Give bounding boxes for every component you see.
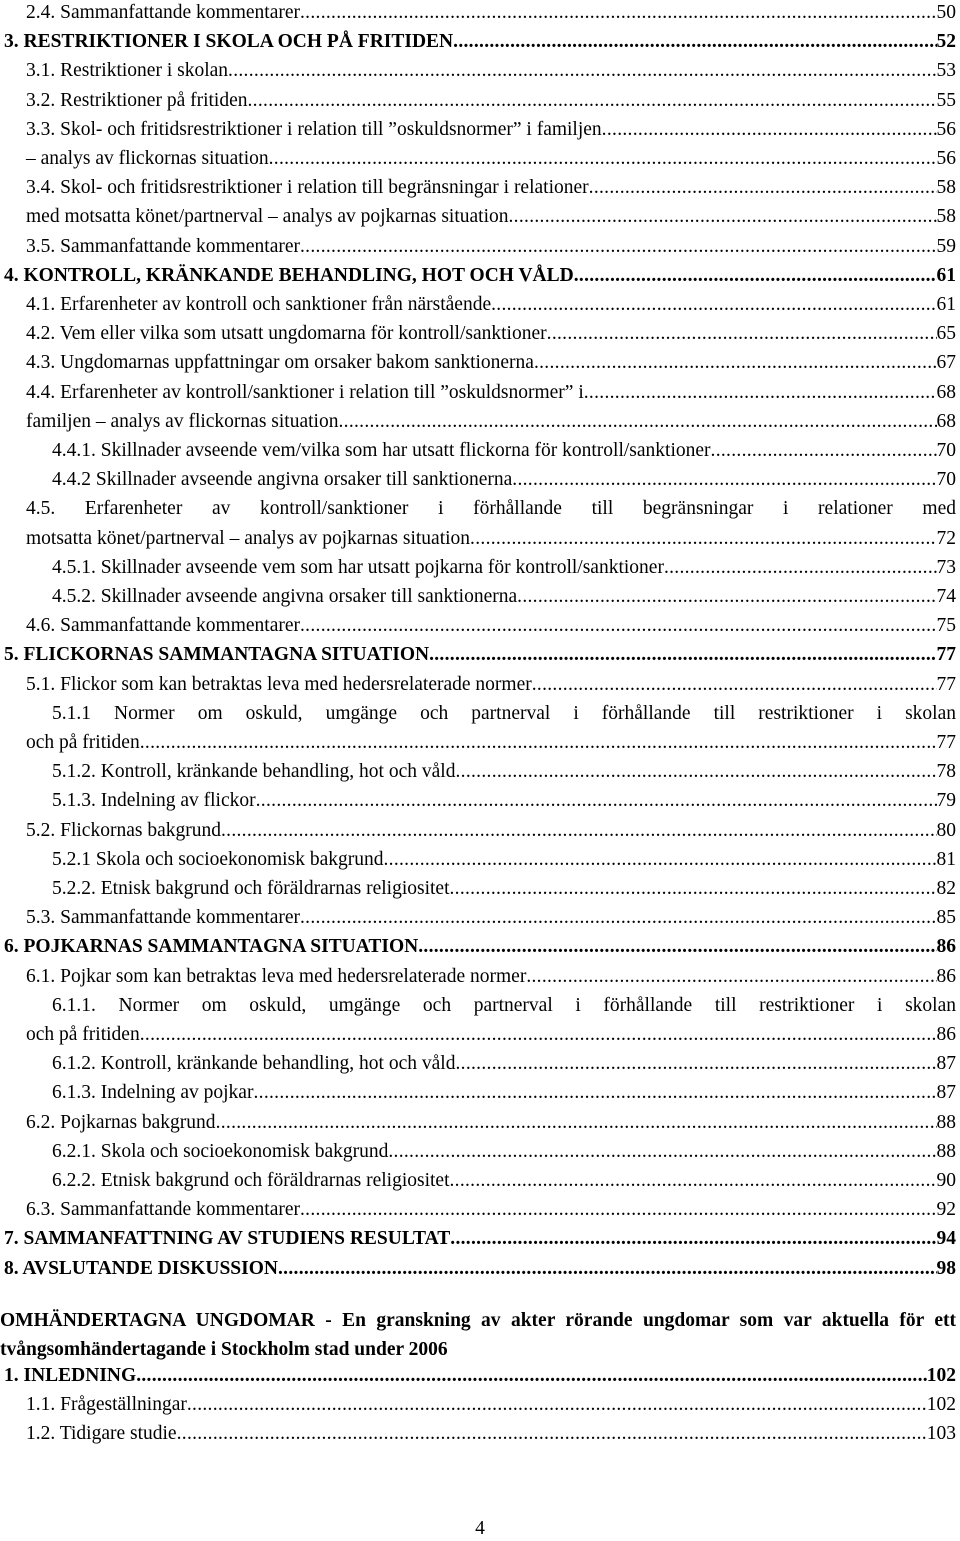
toc-dot-leader: [455, 759, 936, 785]
toc-dot-leader: [300, 905, 937, 931]
toc-page-number: 55: [936, 89, 956, 111]
toc-dot-leader: [526, 964, 936, 990]
toc-page-number: 92: [936, 1199, 956, 1221]
toc-dot-leader: [136, 1363, 927, 1389]
toc-page-number: 52: [936, 31, 956, 53]
toc-entry-title: 1. INLEDNING: [4, 1365, 137, 1386]
toc-page-number: 102: [926, 1365, 956, 1386]
toc-entry[interactable]: [0, 964, 956, 990]
toc-page-number: 88: [936, 1140, 956, 1162]
toc-entry-title: 5.3. Sammanfattande kommentarer: [26, 907, 300, 929]
toc-entry[interactable]: [0, 1051, 956, 1077]
toc-dot-leader: [388, 1139, 936, 1165]
toc-dot-leader: [547, 321, 937, 347]
toc-entry[interactable]: [0, 146, 956, 172]
toc-page-number: 79: [936, 790, 956, 812]
toc-entry-title-line: 6.1.1. Normer om oskuld, umgänge och partnerval i förhållande till restriktioner i skolan: [52, 994, 956, 1016]
toc-page-number: 67: [936, 352, 956, 374]
toc-page-number: 56: [936, 118, 956, 140]
toc-page-number: 103: [926, 1423, 956, 1445]
toc-entry-title: 5. FLICKORNAS SAMMANTAGNA SITUATION: [4, 644, 430, 666]
toc-entry[interactable]: [0, 672, 956, 698]
toc-entry[interactable]: [0, 876, 956, 902]
toc-page-number: 77: [936, 644, 956, 666]
toc-entry-title: 4.3. Ungdomarnas uppfattningar om orsaker bakom sanktionerna: [26, 352, 534, 374]
toc-dot-leader: [453, 29, 936, 55]
toc-entry[interactable]: [0, 204, 956, 230]
toc-entry-title-line: 4.5. Erfarenheter av kontroll/sanktioner i förhållande till begränsningar i relationer med: [26, 498, 956, 520]
toc-entry-title: 5.1.2. Kontroll, kränkande behandling, hot och våld: [52, 761, 456, 783]
toc-entry[interactable]: [0, 1226, 956, 1252]
toc-page-number: 87: [936, 1082, 956, 1104]
toc-dot-leader: [187, 1392, 927, 1418]
toc-page-number: 90: [936, 1170, 956, 1191]
toc-entry-title: 6.1. Pojkar som kan betraktas leva med hedersrelaterade normer: [26, 965, 527, 987]
toc-entry[interactable]: [0, 1139, 956, 1165]
toc-entry-title: 3.1. Restriktioner i skolan: [26, 60, 229, 82]
toc-entry[interactable]: [0, 0, 956, 26]
toc-page-number: 77: [936, 731, 956, 753]
toc-page-number: 81: [936, 848, 956, 870]
toc-entry[interactable]: [0, 847, 956, 873]
toc-dot-leader: [449, 1168, 936, 1194]
toc-page-number: 65: [936, 323, 956, 345]
toc-entry[interactable]: [0, 467, 956, 493]
toc-dot-leader: [278, 1256, 937, 1282]
toc-entry-title: 1.2. Tidigare studie: [26, 1423, 177, 1445]
toc-entry-title: 3.4. Skol- och fritidsrestriktioner i relation till begränsningar i relationer: [26, 177, 589, 199]
toc-entry[interactable]: [0, 584, 956, 610]
toc-entry[interactable]: [0, 234, 956, 260]
toc-entry[interactable]: [0, 993, 956, 1048]
toc-page-number: 80: [936, 819, 956, 841]
toc-entry-title: 3.3. Skol- och fritidsrestriktioner i relation till ”oskuldsnormer” i familjen: [26, 118, 602, 140]
toc-entry-title: 5.1. Flickor som kan betraktas leva med hedersrelaterade normer: [26, 673, 532, 695]
toc-entry-title: 4. KONTROLL, KRÄNKANDE BEHANDLING, HOT OCH VÅLD: [4, 264, 574, 286]
toc-page-number: 68: [936, 381, 956, 403]
toc-page-number: 88: [936, 1111, 956, 1133]
toc-entry[interactable]: [0, 1392, 956, 1418]
toc-dot-leader: [418, 934, 936, 960]
toc-dot-leader: [512, 467, 936, 493]
toc-entry-title: familjen – analys av flickornas situation: [26, 410, 339, 432]
toc-entry-title: 5.2.1 Skola och socioekonomisk bakgrund: [52, 848, 384, 870]
toc-entry-title: 6.1.3. Indelning av pojkar: [52, 1082, 254, 1104]
toc-entry-title: 8. AVSLUTANDE DISKUSSION: [4, 1257, 278, 1279]
toc-page-number: 58: [936, 177, 956, 199]
toc-page-number: 70: [936, 440, 956, 461]
toc-entry-title: 6.2. Pojkarnas bakgrund: [26, 1111, 216, 1133]
toc-entry[interactable]: [0, 175, 956, 201]
toc-dot-leader: [300, 613, 937, 639]
toc-dot-leader: [455, 1051, 936, 1077]
toc-page-number: 94: [936, 1228, 956, 1250]
toc-entry-title-line: 5.1.1 Normer om oskuld, umgänge och partnerval i förhållande till restriktioner i skolan: [52, 702, 956, 724]
toc-dot-leader: [256, 788, 937, 814]
toc-entry[interactable]: [0, 117, 956, 143]
toc-page-number: 53: [936, 60, 956, 82]
toc-page-number: 61: [936, 264, 956, 286]
toc-page-number: 86: [936, 965, 956, 987]
toc-entry-title: 4.5.1. Skillnader avseende vem som har utsatt pojkarna för kontroll/sanktioner: [52, 556, 664, 578]
toc-entry[interactable]: [0, 642, 956, 668]
toc-dot-leader: [221, 818, 937, 844]
toc-entry-title: 5.2. Flickornas bakgrund: [26, 819, 221, 841]
toc-dot-leader: [140, 730, 937, 756]
toc-page-number: 102: [926, 1394, 956, 1416]
toc-entry-title: 4.2. Vem eller vilka som utsatt ungdomarna för kontroll/sanktioner: [26, 323, 547, 345]
toc-dot-leader: [253, 1080, 936, 1106]
toc-entry[interactable]: [0, 701, 956, 756]
toc-dot-leader: [470, 526, 936, 552]
toc-dot-leader: [602, 117, 937, 143]
toc-entry-title: 4.4.1. Skillnader avseende vem/vilka som har utsatt flickorna för kontroll/sanktioner: [52, 440, 711, 461]
toc-dot-leader: [532, 672, 937, 698]
toc-entry[interactable]: [0, 58, 956, 84]
toc-entry[interactable]: [0, 1197, 956, 1223]
toc-page-number: 72: [936, 527, 956, 549]
toc-dot-leader: [177, 1421, 927, 1447]
toc-dot-leader: [300, 234, 937, 260]
toc-page-number: 82: [936, 878, 956, 899]
toc-dot-leader: [140, 1022, 937, 1048]
toc-entry[interactable]: [0, 1080, 956, 1106]
toc-entry-title: motsatta könet/partnerval – analys av pojkarnas situation: [26, 527, 471, 549]
toc-entry-title: 4.4. Erfarenheter av kontroll/sanktioner i relation till ”oskuldsnormer” i: [26, 381, 584, 403]
section-heading: OMHÄNDERTAGNA UNGDOMAR - En granskning av akter rörande ungdomar som var aktuella för ett tvångsomhändertagande i Stockholm stad under 2006: [0, 1310, 956, 1360]
toc-entry[interactable]: [0, 438, 956, 464]
toc-entry[interactable]: [0, 292, 956, 318]
toc-page-number: 78: [936, 761, 956, 783]
toc-page-number: 73: [936, 556, 956, 578]
toc-dot-leader: [300, 0, 937, 26]
toc-entry-title: 4.6. Sammanfattande kommentarer: [26, 615, 300, 637]
toc-dot-leader: [517, 584, 936, 610]
toc-page-number: 98: [936, 1257, 956, 1279]
toc-page-number: 68: [936, 410, 956, 432]
toc-entry-title: 7. SAMMANFATTNING AV STUDIENS RESULTAT: [4, 1228, 451, 1250]
toc-entry[interactable]: [0, 321, 956, 347]
toc-dot-leader: [383, 847, 936, 873]
toc-entry[interactable]: [0, 1110, 956, 1136]
toc-dot-leader: [450, 1226, 936, 1252]
toc-dot-leader: [228, 58, 936, 84]
toc-page-number: 61: [936, 294, 956, 315]
toc-entry-title: 6.2.2. Etnisk bakgrund och föräldrarnas religiositet: [52, 1170, 450, 1191]
toc-entry-title: 3.2. Restriktioner på fritiden: [26, 89, 248, 111]
toc-dot-leader: [449, 876, 936, 902]
toc-entry[interactable]: [0, 613, 956, 639]
toc-entry-title: 2.4. Sammanfattande kommentarer: [26, 2, 300, 23]
toc-entry[interactable]: [0, 1256, 956, 1282]
toc-entry[interactable]: [0, 350, 956, 376]
toc-entry-title: 1.1. Frågeställningar: [26, 1394, 187, 1416]
toc-entry[interactable]: [0, 29, 956, 55]
toc-page-number: 56: [936, 148, 956, 169]
toc-dot-leader: [574, 263, 937, 289]
toc-entry-title: 4.4.2 Skillnader avseende angivna orsaker till sanktionerna: [52, 469, 513, 491]
toc-dot-leader: [589, 175, 937, 201]
toc-entry[interactable]: [0, 905, 956, 931]
toc-page-number: 58: [936, 206, 956, 228]
toc-dot-leader: [664, 555, 937, 581]
toc-entry-title: 5.2.2. Etnisk bakgrund och föräldrarnas religiositet: [52, 878, 450, 899]
toc-dot-leader: [509, 204, 937, 230]
toc-dot-leader: [711, 438, 937, 464]
toc-dot-leader: [584, 380, 937, 406]
toc-dot-leader: [429, 642, 936, 668]
toc-entry-title: 4.5.2. Skillnader avseende angivna orsaker till sanktionerna: [52, 586, 518, 607]
toc-entry-title: 3. RESTRIKTIONER I SKOLA OCH PÅ FRITIDEN: [4, 31, 454, 53]
toc-dot-leader: [534, 350, 937, 376]
toc-entry-title: 6. POJKARNAS SAMMANTAGNA SITUATION: [4, 936, 419, 958]
toc-entry[interactable]: [0, 788, 956, 814]
toc-entry-title: 6.1.2. Kontroll, kränkande behandling, hot och våld: [52, 1053, 456, 1075]
toc-dot-leader: [491, 292, 936, 318]
toc-entry[interactable]: [0, 1168, 956, 1194]
toc-entry-title: 4.1. Erfarenheter av kontroll och sanktioner från närstående: [26, 294, 492, 315]
toc-page-number: 70: [936, 469, 956, 491]
toc-entry[interactable]: [0, 759, 956, 785]
toc-entry[interactable]: [0, 1363, 956, 1389]
toc-dot-leader: [300, 1197, 937, 1223]
toc-page-number: 86: [936, 1023, 956, 1045]
toc-entry[interactable]: [0, 934, 956, 960]
toc-page-number: 74: [936, 586, 956, 607]
toc-page-number: 77: [936, 673, 956, 695]
toc-entry-title: – analys av flickornas situation: [26, 148, 269, 169]
toc-entry[interactable]: [0, 409, 956, 435]
toc-entry-title: med motsatta könet/partnerval – analys av pojkarnas situation: [26, 206, 509, 228]
toc-entry[interactable]: [0, 1421, 956, 1447]
toc-entry-title: och på fritiden: [26, 1023, 140, 1045]
toc-dot-leader: [248, 88, 937, 114]
toc-page-number: 85: [936, 907, 956, 929]
toc-entry[interactable]: [0, 555, 956, 581]
toc-entry[interactable]: [0, 263, 956, 289]
toc-page-number: 87: [936, 1053, 956, 1075]
toc-entry-title: 3.5. Sammanfattande kommentarer: [26, 235, 300, 257]
toc-entry-title: och på fritiden: [26, 731, 140, 753]
toc-entry[interactable]: [0, 380, 956, 406]
toc-entry-title: 6.2.1. Skola och socioekonomisk bakgrund: [52, 1140, 389, 1162]
toc-page-number: 50: [936, 2, 956, 23]
toc-page-number: 75: [936, 615, 956, 637]
toc-dot-leader: [216, 1110, 937, 1136]
toc-entry-title: 6.3. Sammanfattande kommentarer: [26, 1199, 300, 1221]
page-number: 4: [475, 1518, 485, 1539]
toc-dot-leader: [269, 146, 937, 172]
toc-entry[interactable]: [0, 496, 956, 551]
toc-page-number: 59: [936, 235, 956, 257]
toc-entry-title: 5.1.3. Indelning av flickor: [52, 790, 256, 812]
toc-dot-leader: [338, 409, 936, 435]
toc-entry[interactable]: [0, 818, 956, 844]
toc-entry[interactable]: [0, 88, 956, 114]
toc-page-number: 86: [936, 936, 956, 958]
